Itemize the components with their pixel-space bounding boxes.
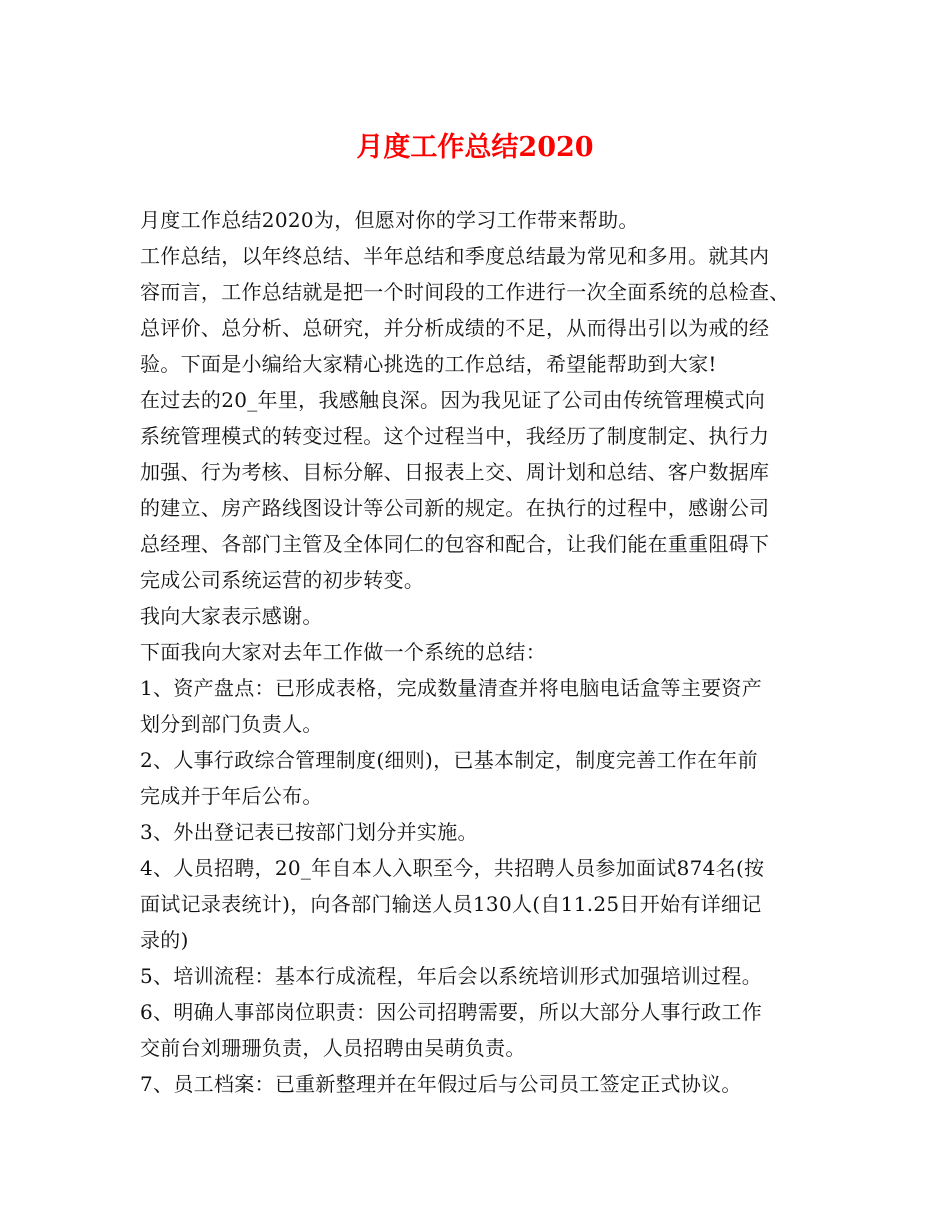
body-line: 完成公司系统运营的初步转变。: [140, 568, 425, 592]
list-item: 录的): [140, 928, 189, 952]
body-line: 我向大家表示感谢。: [140, 604, 323, 628]
body-line: 总评价、总分析、总研究，并分析成绩的不足，从而得出引以为戒的经: [140, 316, 770, 340]
body-line: 工作总结，以年终总结、半年总结和季度总结最为常见和多用。就其内: [140, 244, 770, 268]
list-item: 7、员工档案：已重新整理并在年假过后与公司员工签定正式协议。: [140, 1072, 742, 1096]
list-item: 交前台刘珊珊负责，人员招聘由吴萌负责。: [140, 1036, 526, 1060]
body-line: 加强、行为考核、目标分解、日报表上交、周计划和总结、客户数据库: [140, 460, 770, 484]
list-item: 2、人事行政综合管理制度(细则)，已基本制定，制度完善工作在年前: [140, 748, 758, 772]
document-title: 月度工作总结2020: [356, 132, 594, 163]
list-item: 4、人员招聘，20_年自本人入职至今，共招聘人员参加面试874名(按: [140, 856, 765, 880]
list-item: 3、外出登记表已按部门划分并实施。: [140, 820, 478, 844]
body-line: 验。下面是小编给大家精心挑选的工作总结，希望能帮助到大家!: [140, 352, 717, 376]
body-line: 在过去的20_年里，我感触良深。因为我见证了公司由传统管理模式向: [140, 388, 766, 412]
list-item: 6、明确人事部岗位职责：因公司招聘需要，所以大部分人事行政工作: [140, 1000, 763, 1024]
body-line: 月度工作总结2020为，但愿对你的学习工作带来帮助。: [140, 208, 639, 232]
body-line: 总经理、各部门主管及全体同仁的包容和配合，让我们能在重重阻碍下: [140, 532, 770, 556]
body-line: 下面我向大家对去年工作做一个系统的总结：: [140, 640, 546, 664]
list-item: 面试记录表统计)，向各部门输送人员130人(自11.25日开始有详细记: [140, 892, 762, 916]
list-item: 5、培训流程：基本行成流程，年后会以系统培训形式加强培训过程。: [140, 964, 763, 988]
body-line: 系统管理模式的转变过程。这个过程当中，我经历了制度制定、执行力: [140, 424, 770, 448]
list-item: 1、资产盘点：已形成表格，完成数量清查并将电脑电话盒等主要资产: [140, 676, 763, 700]
list-item: 划分到部门负责人。: [140, 712, 323, 736]
list-item: 完成并于年后公布。: [140, 784, 323, 808]
body-line: 容而言，工作总结就是把一个时间段的工作进行一次全面系统的总检查、: [140, 280, 790, 304]
body-line: 的建立、房产路线图设计等公司新的规定。在执行的过程中，感谢公司: [140, 496, 770, 520]
document-body: [140, 202, 830, 1102]
